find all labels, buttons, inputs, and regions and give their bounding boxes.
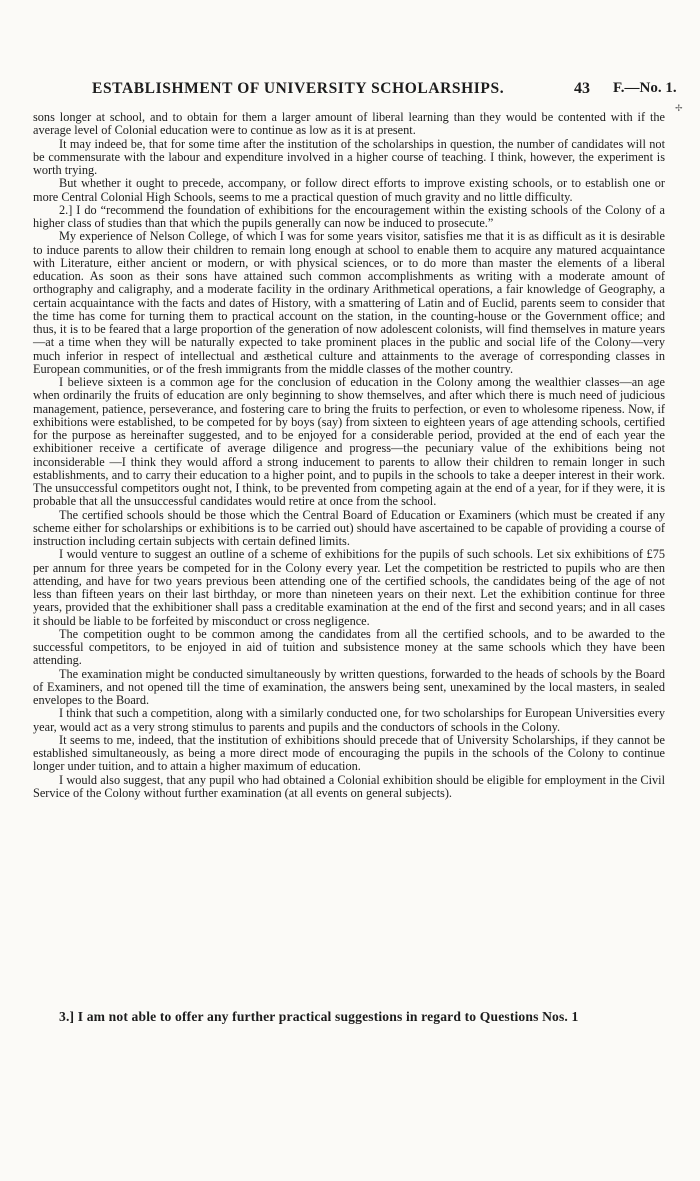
final-paragraph-line: 3.] I am not able to offer any further practical suggestions in regard to Questions Nos. 1 — [59, 1009, 579, 1024]
paragraph: sons longer at school, and to obtain for them a larger amount of liberal learning than they would be contented with if the average level of Colonial education were to continue as low as it is at present. — [33, 110, 665, 138]
paragraph: I think that such a competition, along with a similarly conducted one, for two scholarships for European Universities every year, would act as a very strong stimulus to parents and pupils and the conductors of schools in the Colony. — [33, 706, 665, 734]
paragraph: The certified schools should be those which the Central Board of Education or Examiners (which must be created if any scheme either for scholarships or exhibitions is to be carried out) should have ascertained to be capable of providing a course of instruction including certain subjects with certain defined limits. — [33, 507, 665, 548]
page-header — [0, 80, 700, 102]
paragraph: But whether it ought to precede, accompany, or follow direct efforts to improve existing schools, or to establish one or more Central Colonial High Schools, seems to me a practical question of much gravity and no little difficulty. — [33, 176, 665, 204]
body-text — [33, 111, 665, 800]
margin-mark: ✢ — [675, 103, 683, 113]
paragraph: The competition ought to be common among the candidates from all the certified schools, and to be awarded to the successful competitors, to be enjoyed in aid of tuition and subsistence money at the same schools which they have been attending. — [33, 626, 665, 668]
paragraph: It seems to me, indeed, that the institution of exhibitions should precede that of University Scholarships, if they cannot be established simultaneously, as being a more direct mode of encouraging the pupils in the schools of the Colony to continue longer under tuition, and to attain a higher maximum of education. — [33, 732, 665, 774]
paragraph: 2.] I do “recommend the foundation of exhibitions for the encouragement within the existing schools of the Colony of a higher class of studies than that which the pupils generally can now be induced to prosecute.” — [33, 202, 665, 230]
page-number: 43 — [574, 80, 590, 97]
paper-reference: F.—No. 1. — [613, 80, 677, 96]
running-title: ESTABLISHMENT OF UNIVERSITY SCHOLARSHIPS. — [92, 80, 505, 97]
paragraph: The examination might be conducted simultaneously by written questions, forwarded to the heads of schools by the Board of Examiners, and not opened till the time of examination, the answers being sent, unexamined by the local masters, in sealed envelopes to the Board. — [33, 666, 665, 707]
paragraph: It may indeed be, that for some time after the institution of the scholarships in question, the number of candidates will not be commensurate with the labour and expenditure involved in a higher course of teaching. I think, however, the experiment is worth trying. — [33, 136, 665, 177]
paragraph: I would also suggest, that any pupil who had obtained a Colonial exhibition should be eligible for employment in the Civil Service of the Colony without further examination (at all events on general subjects). — [33, 772, 665, 800]
paragraph: I believe sixteen is a common age for the conclusion of education in the Colony among the wealthier classes—an age when ordinarily the fruits of education are only beginning to show themselves, and after which there is much need of judicious management, patience, perseverance, and fostering care to bring the fruits to perfection, or even to wholesome ripeness. Now, if exhibitions were established, to be competed for by boys (say) from sixteen to eighteen years of age attending schools, certified for the purpose as hereinafter suggested, and to be enjoyed for a considerable period, provided at the end of each year the exhibitioner receive a certificate of average diligence and progress—the pecuniary value of the exhibitions being not inconsiderable —I think they would afford a strong inducement to parents to allow their children to remain longer in such establishments, and to carry their education to a higher point, and to pupils in the schools to take a deeper interest in their work. The unsuccessful competitors ought not, I think, to be prevented from competing again at the end of a year, for if they were, it is probable that all the unsuccessful candidates would retire at once from the school. — [33, 375, 665, 509]
paragraph: My experience of Nelson College, of which I was for some years visitor, satisfies me that it is as difficult as it is desirable to induce parents to allow their children to remain long enough at school to enable them to acquire any matured acquaintance with Literature, either ancient or modern, or with physical sciences, or to do more than master the elements of a liberal education. As soon as their sons have attained such common accomplishments as writing with a moderate amount of orthography and caligraphy, and a moderate facility in the ordinary Arithmetical operations, a fair knowledge of Geography, a certain acquaintance with the facts and dates of History, with a smattering of Latin and of Euclid, parents seem to consider that the time has come for turning them to practical account on the station, in the counting-house or the Government office; and thus, it is to be feared that a large proportion of the generation of now adolescent colonists, will find themselves in mature years—at a time when they will be naturally expected to take prominent places in the public and social life of the Colony—very much inferior in respect of intellectual and æsthetical culture and attainments to the average of corresponding classes in European communities, or of the fresh immigrants from the middle classes of the mother country. — [33, 229, 665, 376]
paragraph: I would venture to suggest an outline of a scheme of exhibitions for the pupils of such schools. Let six exhibitions of £75 per annum for three years be competed for in the Colony every year. Let the competition be restricted to pupils who are then attending, and have for two years previous been attending one of the certified schools, the candidates being of the age of not less than fifteen years on their last birthday, or more than nineteen years on their next. Let the exhibition continue for three years, provided that the exhibitioner shall pass a creditable examination at the end of the first and second years; and in all cases it should be liable to be forfeited by misconduct or cross negligence. — [33, 547, 665, 628]
